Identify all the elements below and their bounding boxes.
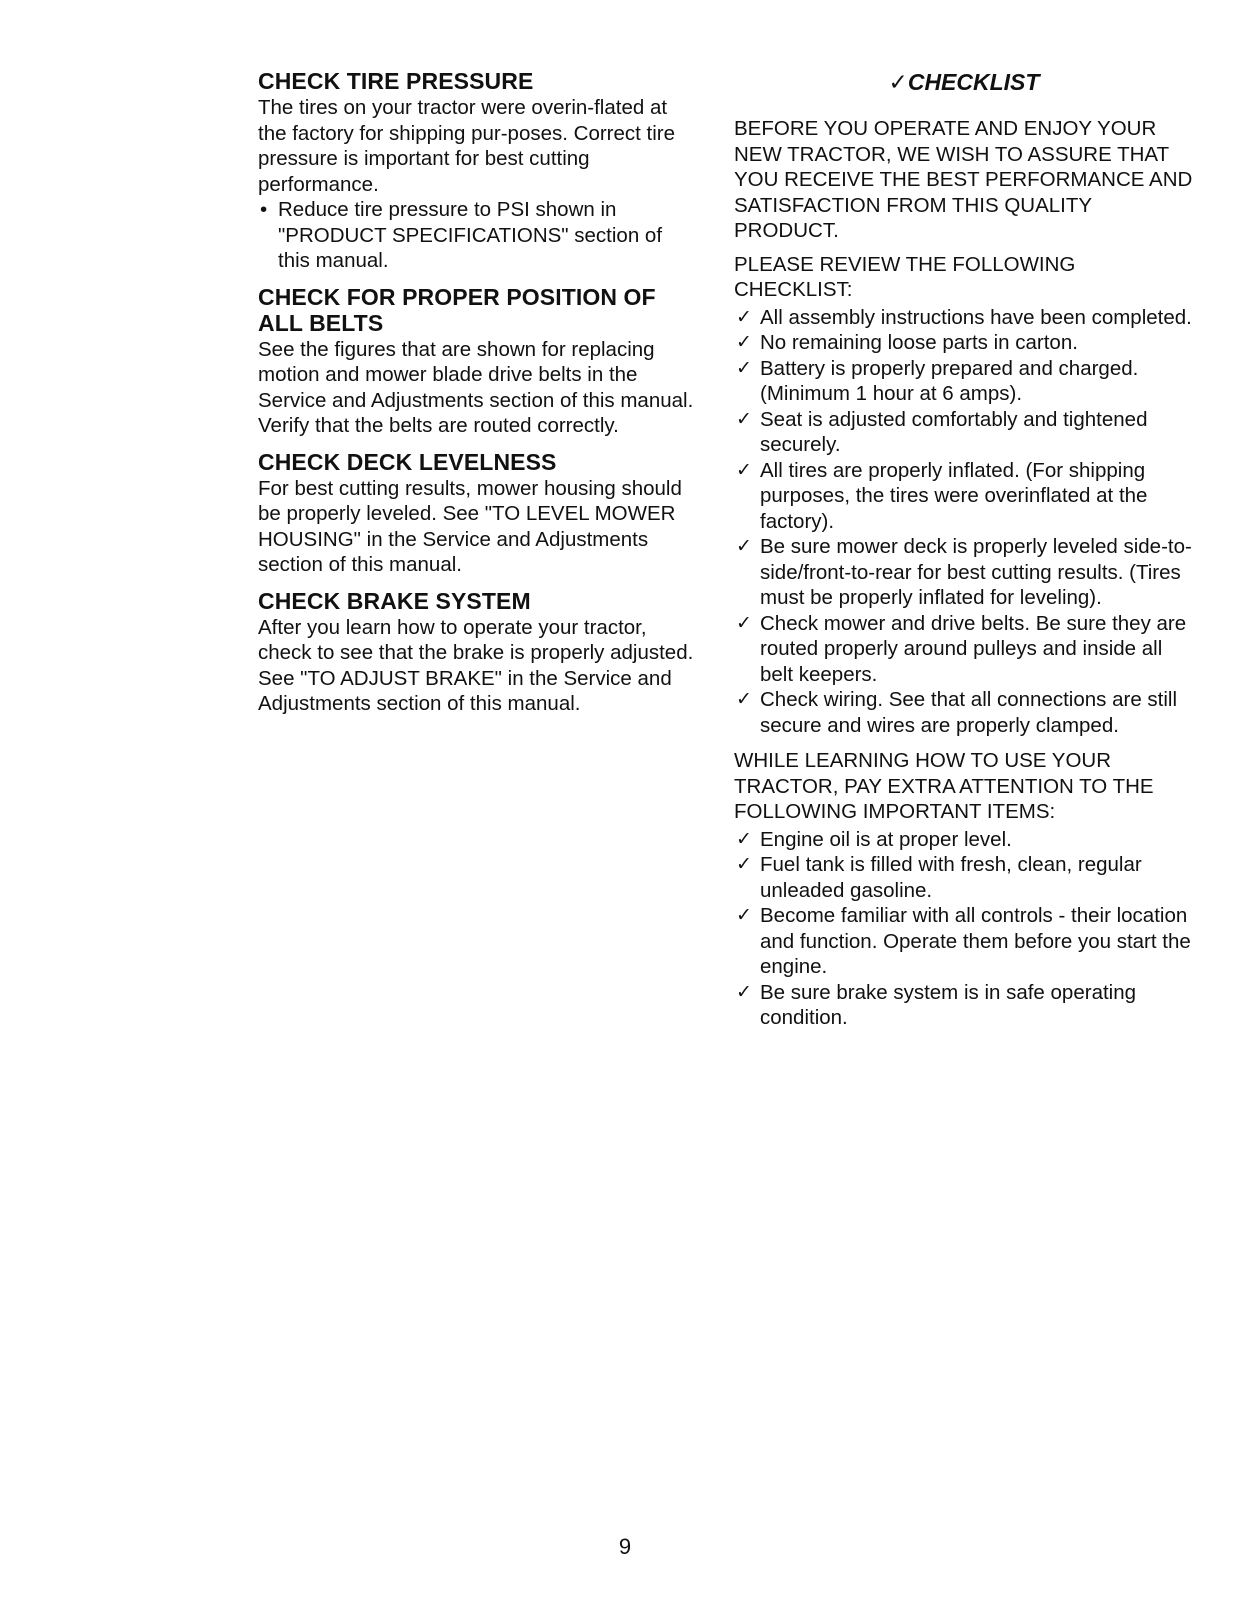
list-item: ✓ All tires are properly inflated. (For shipping purposes, the tires were overinflated at the factory). bbox=[736, 458, 1148, 533]
tire-pressure-body: The tires on your tractor were overin-flated at the factory for shipping pur-poses. Correct tire pressure is important for best cutting performance. bbox=[258, 96, 676, 196]
check-icon: ✓ bbox=[888, 69, 908, 95]
deck-levelness-body: For best cutting results, mower housing should be properly leveled. See "TO LEVEL MOWER HOUSING" in the Service and Adjustments section of this manual. bbox=[258, 476, 682, 576]
checklist-intro: BEFORE YOU OPERATE AND ENJOY YOUR NEW TRACTOR, WE WISH TO ASSURE THAT YOU RECEIVE THE BEST PERFORMANCE AND SATISFACTION FROM THIS QUALITY PRODUCT. bbox=[734, 117, 1193, 242]
list-item: ✓ Battery is properly prepared and charged. (Minimum 1 hour at 6 amps). bbox=[736, 356, 1139, 405]
learning-prompt: WHILE LEARNING HOW TO USE YOUR TRACTOR, PAY EXTRA ATTENTION TO THE FOLLOWING IMPORTANT ITEMS: bbox=[734, 749, 1154, 823]
check-icon: ✓ bbox=[736, 408, 752, 430]
belts-body: See the figures that are shown for replacing motion and mower blade drive belts in the Service and Adjustments section of this manual. Verify that the belts are routed correctly. bbox=[258, 337, 694, 437]
tire-pressure-section bbox=[258, 68, 698, 274]
list-item: ✓ No remaining loose parts in carton. bbox=[736, 331, 1078, 354]
deck-levelness-section bbox=[258, 449, 698, 578]
tire-pressure-heading: CHECK TIRE PRESSURE bbox=[258, 68, 534, 94]
list-item: ✓ Be sure brake system is in safe operating condition. bbox=[736, 980, 1137, 1029]
list-item: ✓ Fuel tank is filled with fresh, clean, regular unleaded gasoline. bbox=[736, 853, 1142, 902]
checklist-items bbox=[734, 305, 1194, 739]
review-prompt: PLEASE REVIEW THE FOLLOWING CHECKLIST: bbox=[734, 252, 1076, 301]
belts-heading: CHECK FOR PROPER POSITION OF ALL BELTS bbox=[258, 283, 656, 336]
check-icon: ✓ bbox=[736, 332, 752, 353]
left-column bbox=[258, 68, 698, 727]
brake-system-heading: CHECK BRAKE SYSTEM bbox=[258, 587, 531, 614]
brake-system-section bbox=[258, 588, 698, 717]
right-column bbox=[734, 68, 1194, 1041]
list-item: ✓ Check mower and drive belts. Be sure they are routed properly around pulleys and inside all belt keepers. bbox=[736, 611, 1187, 686]
page-number: 9 bbox=[618, 1534, 632, 1559]
deck-levelness-heading: CHECK DECK LEVELNESS bbox=[258, 448, 557, 475]
list-item: ✓ All assembly instructions have been completed. bbox=[736, 305, 1192, 329]
belts-section bbox=[258, 284, 698, 439]
check-icon: ✓ bbox=[736, 612, 752, 634]
check-icon: ✓ bbox=[736, 981, 752, 1003]
check-icon: ✓ bbox=[736, 536, 752, 557]
check-icon: ✓ bbox=[736, 689, 752, 710]
checklist-title-text: CHECKLIST bbox=[907, 69, 1040, 95]
brake-system-body: After you learn how to operate your tractor, check to see that the brake is properly adjusted. See "TO ADJUST BRAKE" in the Service and Adjustments section of this manual. bbox=[258, 615, 694, 715]
check-icon: ✓ bbox=[736, 905, 752, 926]
check-icon: ✓ bbox=[736, 854, 752, 875]
bullet-icon: • bbox=[260, 198, 268, 221]
list-item: ✓ Engine oil is at proper level. bbox=[736, 827, 1012, 851]
list-item: ✓ Check wiring. See that all connections are still secure and wires are properly clamped. bbox=[736, 688, 1178, 737]
tire-pressure-bullet bbox=[258, 197, 698, 274]
check-icon: ✓ bbox=[736, 828, 752, 850]
check-icon: ✓ bbox=[736, 306, 752, 328]
checklist-title bbox=[734, 68, 1194, 96]
list-item: ✓ Seat is adjusted comfortably and tightened securely. bbox=[736, 407, 1148, 456]
list-item: ✓ Become familiar with all controls - their location and function. Operate them before you start the engine. bbox=[736, 904, 1191, 978]
tire-pressure-bullet-text: Reduce tire pressure to PSI shown in "PRODUCT SPECIFICATIONS" section of this manual. bbox=[278, 198, 663, 272]
check-icon: ✓ bbox=[736, 459, 752, 481]
important-items bbox=[734, 827, 1194, 1031]
check-icon: ✓ bbox=[736, 357, 752, 379]
list-item: ✓ Be sure mower deck is properly leveled side-to-side/front-to-rear for best cutting results. (Tires must be properly inflated for leveling). bbox=[736, 535, 1192, 609]
